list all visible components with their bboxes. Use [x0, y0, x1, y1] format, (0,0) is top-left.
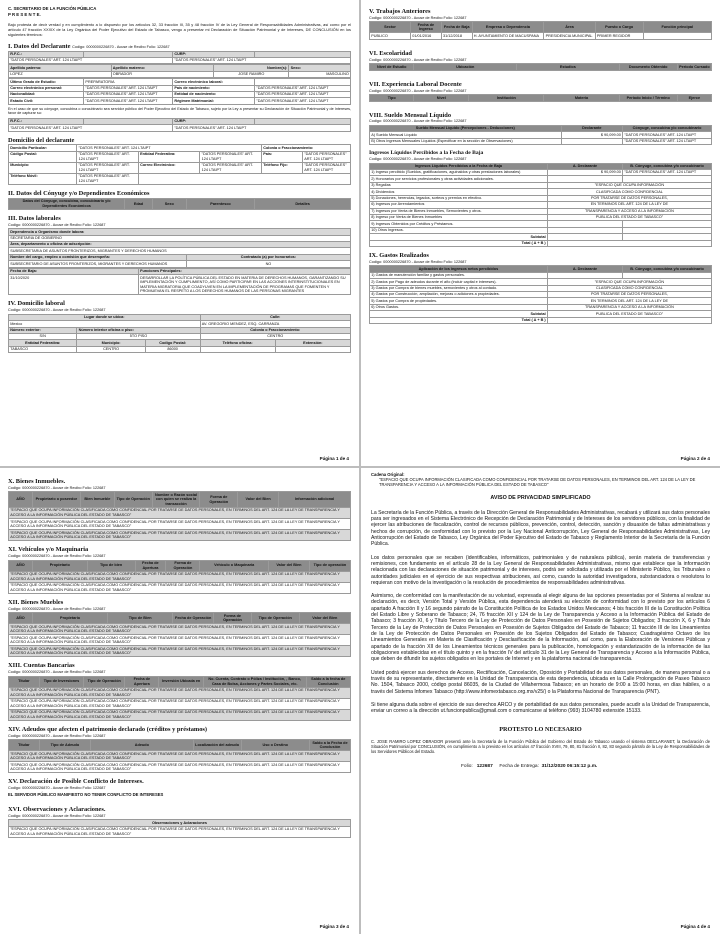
mue-conf-1: "ESPACIO QUE OCUPA INFORMACIÓN CLASIFICADA COMO CONFIDENCIAL POR TRATARSE DE DATOS PERSONALES, EN TERMINOS DEL ART. 124 DE LA LEY DE TRANSPARENCIA Y ACCESO A LA INFORMACIÓN PÚBLICA DEL ESTADO DE TABASCO"	[9, 624, 351, 635]
s3-receipt: Codigo: 0000000226870 - Acuse de Recibo Folio: 122687	[8, 222, 106, 227]
jobs-col-area: Área	[544, 22, 595, 33]
page-number: Página 3 de 4	[319, 924, 349, 930]
sal-row-a: A) Sueldo Mensual Líquido	[370, 132, 562, 138]
section-6-title: VI. Escolaridad	[369, 49, 412, 57]
privacy-paragraph-5: Si tiene alguna duda sobre el ejercicio de sus derechos ARCO y de portabilidad de sus datos personales, puede acudir a la Unidad de Transparencia, enviar un correo a la dirección ut.funcionpublica@gmail.com o comunicarse al teléfono (993) 3104780 extensión 15133.	[371, 701, 710, 715]
spouse-ids-table	[8, 118, 351, 132]
rfc-label: R.F.C.:	[9, 51, 84, 57]
job-sector: PUBLICO	[370, 33, 411, 39]
mue-col-tipo: Tipo de Bien	[108, 613, 173, 624]
estado-civil-label: Estado Civil:	[9, 98, 84, 104]
calle-label: Calle:	[200, 314, 351, 320]
section-3-title: III. Datos laborales	[8, 214, 61, 222]
veh-col-tipo: Tipo de bien	[87, 560, 135, 571]
sexo-label: Sexo:	[289, 65, 351, 71]
inc-row-1-value: $ 90,099.00	[547, 170, 622, 176]
jobs-col-baja: Fecha de Baja	[441, 22, 472, 33]
folio-label: Folio:	[461, 763, 473, 769]
municipio-label: Municipio:	[77, 340, 145, 346]
area-label: Área, departamento u oficina de adscripción:	[9, 242, 351, 248]
income-receipt: Codigo: 0000000226870 - Acuse de Recibo Folio: 122687	[369, 157, 467, 162]
final-statement: C. JOSE RAMIRO LOPEZ OBRADOR presentó ante la Secretaría de la Función Pública del Gobierno del Estado de Tabasco usando el sistema DECLARANET, la Declaración de Situación Patrimonial por CONCLUSIÓN, en cumplimiento a lo previsto en los artículos 47 fracción XVIII, 79, 80, 81 fracción II, 82, 83 segundo párrafo de la Ley de Responsabilidades de los Servidores Públicos del Estado.	[371, 739, 710, 754]
inc-col-concepto: Ingresos Líquidos Percibidos a la Fecha de Baja	[370, 163, 548, 169]
vehicles-table	[8, 560, 351, 594]
inm-col-propietario: Propietario o poseedor	[32, 492, 80, 508]
job-ingreso: 01/01/2016	[411, 33, 442, 39]
cta-col-saldo: Saldo a la fecha de Conclusión	[306, 676, 351, 687]
inc-row-6: 6) Ingresos por Arrendamientos	[370, 202, 548, 208]
dom-correo-value: "DATOS PERSONALES" ART. 124 LTAIPT	[200, 162, 262, 173]
inc-conf-1: "ESPACIO QUE OCUPA INFORMACIÓN	[547, 182, 711, 188]
dom-entidad-value: "DATOS PERSONALES" ART. 124 LTAIPT	[200, 151, 262, 162]
section-12-title: XII. Bienes Muebles	[8, 598, 64, 606]
exp-conf-1: "ESPACIO QUE OCUPA INFORMACIÓN	[547, 279, 711, 285]
dep-col-datos: Datos del Cónyuge, concubina, concubinario y/o Dependientes Económicos	[9, 198, 125, 209]
veh-col-anio: AÑO	[9, 560, 33, 571]
inc-row-2: 2) Honorarios por servicios profesionales y otras actividades adicionales.	[370, 176, 548, 182]
municipio-value: CENTRO	[77, 346, 145, 352]
privacy-title: AVISO DE PRIVACIDAD SIMPLIFICADO	[490, 495, 591, 502]
dom-municipio-label: Municipio:	[9, 162, 77, 173]
edu-col-estudios: Estudios	[517, 64, 620, 70]
doc-col-periodo: Periodo Inicio / Término	[619, 95, 677, 101]
exp-total-label: Total ( A + B )	[370, 317, 548, 323]
section-11-title: XI. Vehículos y/o Maquinaria	[8, 546, 89, 554]
s16-receipt: Codigo: 0000000226870 - Acuse de Recibo Folio: 122687	[8, 813, 106, 818]
dep-col-sexo: Sexo	[152, 198, 186, 209]
functions-table	[8, 268, 351, 296]
jobs-col-funcion: Función principal	[643, 22, 711, 33]
obs-conf: "ESPACIO QUE OCUPA INFORMACIÓN CLASIFICADA COMO CONFIDENCIAL POR TRATARSE DE DATOS PERSONALES, EN TERMINOS DEL ART. 124 DE LA LEY DE TRANSPARENCIA Y ACCESO A LA INFORMACIÓN PÚBLICA DEL ESTADO DE TABASCO"	[9, 826, 351, 837]
sal-row-b-spouse: "DATOS PERSONALES" ART. 124 LTAIPT	[623, 138, 712, 144]
ade-col-uso: Uso o Destino	[241, 740, 309, 751]
regimen-value: "DATOS PERSONALES" ART. 124 LTAIPT	[255, 98, 351, 104]
inc-row-4: 4) Dividendos	[370, 189, 548, 195]
dom-pais-value: "DATOS PERSONALES" ART. 124 LTAIPT	[303, 151, 351, 162]
dom-movil-value: "DATOS PERSONALES" ART. 124 LTAIPT	[77, 173, 139, 184]
page-number: Página 2 de 4	[680, 456, 710, 462]
s11-receipt: Codigo: 0000000226870 - Acuse de Recibo Folio: 122687	[8, 554, 106, 558]
sexo-value: MASCULINO	[289, 71, 351, 77]
area-value: SUBSECRETARIA DE ASUNTOS FRONTERIZOS, MIGRANTES Y DERECHOS HUMANOS	[9, 248, 351, 254]
mue-col-forma: Forma de Operación	[214, 613, 252, 624]
veh-col-propietario: Propietario	[32, 560, 87, 571]
dependencia-value: SECRETARIA DE GOBIERNO	[9, 235, 351, 241]
colonia-value: CENTRO	[200, 334, 351, 340]
exp-subtotal-label: Subtotal	[370, 311, 548, 317]
dep-col-parentesco: Parentesco	[186, 198, 254, 209]
cta-col-operacion: Tipo de Operación	[84, 676, 125, 687]
mue-col-valor: Valor del Bien	[299, 613, 350, 624]
fecha-entrega-value: 31/12/2020 06:15:12 p.m.	[541, 763, 598, 769]
s12-receipt: Codigo: 0000000226870 - Acuse de Recibo Folio: 122687	[8, 606, 106, 611]
grado-value: PREPARATORIA	[84, 79, 173, 85]
section-5-title: V. Trabajos Anteriores	[369, 8, 431, 15]
section-7-title: VII. Experiencia Laboral Docente	[369, 80, 462, 88]
estado-civil-value: "DATOS PERSONALES" ART. 124 LTAIPT	[84, 98, 173, 104]
job-baja: 31/12/2018	[441, 33, 472, 39]
puesto-value: SUBSECRETARIO DE ASUNTOS FRONTERIZOS, MIGRANTES Y DERECHOS HUMANOS	[9, 261, 187, 267]
lugar-value: Mexico	[9, 321, 201, 327]
mue-col-fecha: Fecha de Operación	[173, 613, 214, 624]
num-ext-value: S/N	[9, 334, 77, 340]
exp-row-5: 5) Gastos por Compra de propiedades.	[370, 298, 548, 304]
contratado-value: NO	[186, 261, 350, 267]
sal-row-b: B) Otros ingresos Mensuales Líquidos (Especificar en la sección de Observaciones)	[370, 138, 562, 144]
dom-telefono-value: "DATOS PERSONALES" ART. 124 LTAIPT	[303, 162, 351, 173]
spouse-curp-label: CURP:	[173, 118, 255, 124]
inc-subtotal-label: Subtotal	[370, 234, 548, 240]
job-area: PRESIDENCIA MUNICIPAL	[544, 33, 595, 39]
dep-col-edad: Edad	[125, 198, 152, 209]
nombre-value: JOSE RAMIRO	[214, 71, 289, 77]
fecha-entrega-label: Fecha de Entrega:	[499, 763, 539, 769]
inc-conf-3: POR TRATARSE DE DATOS PERSONALES,	[547, 195, 711, 201]
section-9-title: IX. Gastos Realizados	[369, 251, 429, 259]
dom-colonia-label: Colonia o Fraccionamiento:	[262, 145, 351, 151]
section-15-title: XV. Declaración de Posible Conflicto de Intereses.	[8, 778, 144, 786]
sal-row-a-value: $ 90,099.00	[561, 132, 623, 138]
teaching-table	[369, 94, 712, 101]
job-puesto: PRIMER REGIDOR	[595, 33, 643, 39]
dom-telefono-label: Teléfono Fijo:	[262, 162, 303, 173]
telefono-label: Teléfono oficina:	[200, 340, 275, 346]
domicilio-table	[8, 144, 351, 185]
s15-receipt: Codigo: 0000000226870 - Acuse de Recibo Folio: 122687	[8, 786, 106, 791]
entidad-nac-value: "DATOS PERSONALES" ART. 124 LTAIPT	[255, 92, 351, 98]
jobs-col-empresa: Empresa o Dependencia	[472, 22, 544, 33]
labor-table	[8, 228, 351, 267]
pais-value: "DATOS PERSONALES" ART. 124 LTAIPT	[255, 85, 351, 91]
exp-conf-5: TRANSPARENCIA Y ACCESO A LA INFORMACIÓN	[547, 304, 711, 310]
personal-table	[8, 78, 351, 105]
veh-conf-2: "ESPACIO QUE OCUPA INFORMACIÓN CLASIFICADA COMO CONFIDENCIAL POR TRATARSE DE DATOS PERSONALES, EN TERMINOS DEL ART. 124 DE LA LEY DE TRANSPARENCIA Y ACCESO A LA INFORMACIÓN PÚBLICA DEL ESTADO DE TABASCO"	[9, 582, 351, 593]
paterno-value: LOPEZ	[9, 71, 112, 77]
correo-lab-label: Correo electrónico laboral:	[173, 79, 255, 85]
inc-row-5: 5) Donaciones, herencias, legados, sorteos y premios en efectivo.	[370, 195, 548, 201]
income-title: Ingresos Líquidos Percibidos a la Fecha de Baja	[369, 150, 484, 157]
intro-paragraph: Bajo protesta de decir verdad y en cumplimiento a lo dispuesto por los artículos 32, 33 fracción III, 35 y 48 fracción IV de la Ley General de Responsabilidades Administrativas, así como por el artículo 47 fracción XXXIX de la Ley Orgánica del Poder Ejecutivo del Estado de Tabasco, vengo a presentar mi Declaración de Situación Patrimonial y de Intereses, DE CONCLUSIÓN en los siguientes términos:	[8, 22, 351, 37]
debts-table	[8, 739, 351, 773]
s14-receipt: Codigo: 0000000226870 - Acuse de Recibo Folio: 122687	[8, 733, 106, 738]
dom-particular-label: Domicilio Particular:	[9, 145, 77, 151]
inc-conf-4: EN TERMINOS DEL ART. 124 DE LA LEY DE	[547, 202, 711, 208]
fecha-baja-label: Fecha de Baja:	[9, 268, 139, 274]
veh-col-vehiculo: Vehículo o Maquinaria	[200, 560, 268, 571]
sal-row-a-spouse: "DATOS PERSONALES" ART. 124 LTAIPT	[623, 132, 712, 138]
curp-label: CURP:	[173, 51, 255, 57]
name-table	[8, 64, 351, 78]
protesto-title: PROTESTO LO NECESARIO	[499, 726, 582, 734]
dom-cp-label: Código Postal:	[9, 151, 77, 162]
inm-col-forma: Forma de Operación	[200, 492, 238, 508]
dom-cp-value: "DATOS PERSONALES" ART. 124 LTAIPT	[77, 151, 139, 162]
jobs-col-sector: Sector	[370, 22, 411, 33]
edu-col-documento: Documento Obtenido	[619, 64, 677, 70]
s10-receipt: Codigo: 0000000226870 - Acuse de Recibo Folio: 122687	[8, 485, 106, 490]
inc-row-10: 10) Otros Ingresos.	[370, 227, 548, 233]
inm-col-anio: AÑO	[9, 492, 33, 508]
inm-col-razon: Nombre o Razón social con quien se realiza la transacción	[152, 492, 200, 508]
materno-label: Apellido materno:	[111, 65, 214, 71]
exp-col-declarante: A. Declarante	[547, 266, 622, 272]
cta-conf-1: "ESPACIO QUE OCUPA INFORMACIÓN CLASIFICADA COMO CONFIDENCIAL POR TRATARSE DE DATOS PERSONALES, EN TERMINOS DEL ART. 124 DE LA LEY DE TRANSPARENCIA Y ACCESO A LA INFORMACIÓN PÚBLICA DEL ESTADO DE TABASCO"	[9, 687, 351, 698]
inc-row-9: 9) Ingresos Obtenidos por Créditos y Préstamos.	[370, 221, 548, 227]
veh-col-fecha: Fecha de Apertura	[135, 560, 166, 571]
inc-col-conyuge: B. Cónyuge, concubina y/o concubinario	[623, 163, 712, 169]
section-1-title: I. Datos del Declarante Codigo: 0000000226870 - Acuse de Recibo Folio: 122687	[8, 42, 170, 50]
doc-col-materia: Materia	[544, 95, 619, 101]
correo-per-value: "DATOS PERSONALES" ART. 124 LTAIPT	[84, 85, 173, 91]
inc-total-label: Total ( A + B )	[370, 240, 548, 246]
nacionalidad-label: Nacionalidad:	[9, 92, 84, 98]
inc-row-7: 7) Ingresos por Venta de Bienes Inmuebles, Semovientes y otros.	[370, 208, 548, 214]
presente: P R E S E N T E.	[8, 12, 41, 18]
domicilio-title: Domicilio del declarante	[8, 136, 75, 144]
cta-col-inversion: Tipo de Inversiones	[39, 676, 83, 687]
inm-conf-2: "ESPACIO QUE OCUPA INFORMACIÓN CLASIFICADA COMO CONFIDENCIAL POR TRATARSE DE DATOS PERSONALES, EN TERMINOS DEL ART. 124 DE LA LEY DE TRANSPARENCIA Y ACCESO A LA INFORMACIÓN PÚBLICA DEL ESTADO DE TABASCO"	[9, 519, 351, 530]
cta-conf-3: "ESPACIO QUE OCUPA INFORMACIÓN CLASIFICADA COMO CONFIDENCIAL POR TRATARSE DE DATOS PERSONALES, EN TERMINOS DEL ART. 124 DE LA LEY DE TRANSPARENCIA Y ACCESO A LA INFORMACIÓN PÚBLICA DEL ESTADO DE TABASCO"	[9, 709, 351, 720]
page-3	[0, 468, 359, 934]
edu-col-nivel: Nivel de Estudio	[370, 64, 414, 70]
edu-col-periodo: Periodo Cursado	[679, 64, 710, 69]
nacionalidad-value: "DATOS PERSONALES" ART. 124 LTAIPT	[84, 92, 173, 98]
salary-table	[369, 125, 712, 145]
curp-value: "DATOS PERSONALES" ART. 124 LTAIPT	[173, 57, 351, 63]
table-row	[370, 33, 712, 39]
cadena-label: Cadena Original:	[371, 472, 405, 477]
paterno-label: Apellido paterno:	[9, 65, 112, 71]
veh-col-valor: Valor del Bien	[268, 560, 309, 571]
correo-per-label: Correo electrónico personal:	[9, 85, 84, 91]
inm-col-bien: Bien Inmueble	[80, 492, 114, 508]
cta-col-fecha: Fecha de Apertura	[125, 676, 159, 687]
nombres-label: Nombre(s):	[214, 65, 289, 71]
colonia-label: Colonia o Fraccionamiento:	[200, 327, 351, 333]
entidad-label: Entidad Federativa:	[9, 340, 77, 346]
doc-col-institucion: Institución	[469, 95, 544, 101]
exp-conf-3: POR TRATARSE DE DATOS PERSONALES,	[547, 292, 711, 298]
declarant-table	[8, 51, 351, 65]
dependents-table	[8, 198, 351, 210]
s7-receipt: Codigo: 0000000226870 - Acuse de Recibo Folio: 122687	[369, 88, 467, 93]
inm-conf-1: "ESPACIO QUE OCUPA INFORMACIÓN CLASIFICADA COMO CONFIDENCIAL POR TRATARSE DE DATOS PERSONALES, EN TERMINOS DEL ART. 124 DE LA LEY DE TRANSPARENCIA Y ACCESO A LA INFORMACIÓN PÚBLICA DEL ESTADO DE TABASCO"	[9, 508, 351, 519]
calle-value: AV. GREGORIO MENDEZ, ESQ. CARRANZA	[200, 321, 351, 327]
section-10-title: X. Bienes Inmuebles.	[8, 478, 66, 485]
privacy-paragraph-1: La Secretaría de la Función Pública, a través de la Dirección General de Responsabilidades Administrativas, recabará y utilizará sus datos personales para ser ingresados en el Sistema Electrónico de Recepción de Declaración Patrimonial y de Intereses de los servidores públicos, con la finalidad de ejercer las atribuciones de fiscalización, control de recursos públicos, prevención, control, detección, sanción y disuasión de faltas administrativas y hechos de corrupción, de conformidad con lo previsto por la Ley Nacional Anticorrupción, Ley General de Responsabilidades Administrativas, Ley Anticorrupción del Estado de Tabasco, Ley Orgánica del Poder Ejecutivo del Estado de Tabasco y Reglamento Interior de la Secretaría de la Función Pública.	[371, 509, 710, 548]
fecha-baja-value: 31/10/2020	[9, 275, 139, 295]
cp-label: Codigo Postal:	[145, 340, 200, 346]
obs-col: Observaciones y Aclaraciones	[9, 820, 351, 826]
funciones-value: DESARROLLAR LA POLÍTICA PÚBLICA DEL ESTADO EN MATERIA DE DERECHOS HUMANOS, GARANTIZANDO SU IMPLEMENTACIÓN Y CUMPLIMIENTO, ASÍ COMO PARTICIPAR EN LAS ACCIONES INTERINSTITUCIONALES EN MATERIA MIGRATORIA QUE COADYUVEN EN LA IMPLEMENTACIÓN DE PROGRAMAS QUE FOMENTEN Y PROMUEVAN EL RESPETO A LOS DERECHOS HUMANOS DE LAS PERSONAS MIGRANTES	[138, 275, 350, 295]
privacy-paragraph-2: Los datos personales que se recaben (identificables, informáticos, patrimoniales y de naturaleza pública), serán materia de transferencias y remisiones, con fundamento en el artículo 28 de la Ley General de Responsabilidades Administrativas, mismo que establece que la información relacionada con las declaraciones de situación patrimonial y de intereses, podrá ser solicitada y utilizada por el Ministerio Público, los Tribunales o autoridades judiciales en el ejercicio de sus respectivas atribuciones, así como, cuando la autoridad investigadora, substanciadora o resolutora lo requieran con motivo de la investigación o la resolución de procedimientos de responsabilidades administrativas.	[371, 554, 710, 586]
ade-conf-2: "ESPACIO QUE OCUPA INFORMACIÓN CLASIFICADA COMO CONFIDENCIAL POR TRATARSE DE DATOS PERSONALES, EN TERMINOS DEL ART. 124 DE LA LEY DE TRANSPARENCIA Y ACCESO A LA INFORMACIÓN PÚBLICA DEL ESTADO DE TABASCO"	[9, 762, 351, 773]
cta-col-ubicacion: Inversión Ubicada en	[159, 676, 203, 687]
ade-col-tipo: Tipo de Adeudo	[39, 740, 90, 751]
exp-col-concepto: Aplicación de los ingresos netos percibidos	[370, 266, 548, 272]
dom-correo-label: Correo Electrónico:	[138, 162, 200, 173]
inc-conf-5: TRANSPARENCIA Y ACCESO A LA INFORMACIÓN	[547, 208, 711, 214]
dom-municipio-value: "DATOS PERSONALES" ART. 124 LTAIPT	[77, 162, 139, 173]
sal-col-concepto: Sueldo Mensual Líquido (Percepciones - Deducciones)	[370, 126, 562, 132]
exp-row-1: 1) Gastos de manutención familiar y gastos personales.	[370, 272, 548, 278]
cadena-value: "ESPACIO QUE OCUPA INFORMACIÓN CLASIFICADA COMO CONFIDENCIAL POR TRATARSE DE DATOS PERSONALES, EN TERMINOS DEL ART. 124 DE LA LEY DE TRANSPARENCIA Y ACCESO A LA INFORMACIÓN PÚBLICA DEL ESTADO DE TABASCO"	[379, 477, 696, 488]
exp-row-2: 2) Gastos por Pago de adeudos durante el año (incluir capital e intereses).	[370, 279, 548, 285]
spouse-rfc-value: "DATOS PERSONALES" ART. 124 LTAIPT	[9, 125, 173, 131]
inm-col-tipo-op: Tipo de Operación	[115, 492, 153, 508]
edu-col-ubicacion: Ubicación	[414, 64, 517, 70]
inm-col-valor: Valor del Bien	[238, 492, 279, 508]
num-int-label: Número interior oficina o piso:	[77, 327, 200, 333]
s13-receipt: Codigo: 0000000226870 - Acuse de Recibo Folio: 122687	[8, 670, 106, 675]
page-number: Página 4 de 4	[680, 924, 710, 930]
cta-conf-2: "ESPACIO QUE OCUPA INFORMACIÓN CLASIFICADA COMO CONFIDENCIAL POR TRATARSE DE DATOS PERSONALES, EN TERMINOS DEL ART. 124 DE LA LEY DE TRANSPARENCIA Y ACCESO A LA INFORMACIÓN PÚBLICA DEL ESTADO DE TABASCO"	[9, 698, 351, 709]
veh-col-operacion: Tipo de operación	[309, 560, 350, 571]
ade-col-localizacion: Localización del adeudo	[193, 740, 241, 751]
num-ext-label: Número exterior:	[9, 327, 77, 333]
previous-jobs-table	[369, 21, 712, 39]
inm-conf-3: "ESPACIO QUE OCUPA INFORMACIÓN CLASIFICADA COMO CONFIDENCIAL POR TRATARSE DE DATOS PERSONALES, EN TERMINOS DEL ART. 124 DE LA LEY DE TRANSPARENCIA Y ACCESO A LA INFORMACIÓN PÚBLICA DEL ESTADO DE TABASCO"	[9, 530, 351, 541]
cp-value: 86000	[145, 346, 200, 352]
s9-receipt: Codigo: 0000000226870 - Acuse de Recibo Folio: 122687	[369, 259, 467, 264]
s4-receipt: Codigo: 0000000226870 - Acuse de Recibo Folio: 122687	[8, 308, 106, 313]
section-2-title: II. Datos del Cónyuge y/o Dependientes Económicos	[8, 189, 150, 197]
spouse-note: En el caso de que su cónyuge, concubina o concubinario sea servidor público del Poder Ejecutivo del Estado de Tabasco, sujeto por la Ley a presentar su Declaración de Situación Patrimonial y de Intereses, favor de capturar su:	[8, 106, 351, 116]
entidad-value: TABASCO	[9, 346, 77, 352]
entidad-nac-label: Entidad de nacimiento:	[173, 92, 255, 98]
veh-col-forma: Forma de Operación	[166, 560, 200, 571]
dependencia-label: Dependencia u Organismo donde labora:	[9, 229, 351, 235]
exp-col-conyuge: B. Cónyuge, concubina y/o concubinario	[623, 266, 712, 272]
jobs-col-puesto: Puesto o Cargo	[595, 22, 643, 33]
lugar-label: Lugar donde se ubica:	[9, 314, 201, 320]
ade-col-adeudo: Adeudo	[91, 740, 194, 751]
job-empresa: H. AYUNTAMIENTO DE MACUSPANA	[472, 33, 544, 39]
puesto-label: Nombre del cargo, empleo o comisión que desempeña:	[9, 254, 187, 260]
section-13-title: XIII. Cuentas Bancarias	[8, 662, 75, 670]
observations-table	[8, 819, 351, 837]
exp-conf-6: PUBLICA DEL ESTADO DE TABASCO"	[547, 311, 711, 317]
exp-row-3: 3) Gastos por Compra de bienes muebles, semovientes y otros al contado.	[370, 285, 548, 291]
inc-row-8: 8) Ingreso por Venta de Bienes Inmuebles	[370, 214, 548, 220]
cta-col-titular: Titular	[9, 676, 40, 687]
privacy-paragraph-4: Usted podrá ejercer sus derechos de Acceso, Rectificación, Cancelación, Oposición y Portabilidad de sus datos personales, de manera personal o a través de su representante, directamente en la Unidad de Transparencia de esta dependencia, ubicada en la Calle Prolongación de Paseo Tabasco No. 1504, Tabasco 2000, código postal 86035, de la Ciudad de Villahermosa Tabasco; en un horario de 9:00 a 15:00 horas, en días hábiles, o a través del Sistema Infomex Tabasco (http://www.infomextabasco.org.mx/v25/) o la Plataforma Nacional de Transparencia (PNT).	[371, 669, 710, 695]
job-funcion	[643, 33, 711, 39]
doc-col-tipo: Tipo	[370, 95, 414, 101]
ade-col-titular: Titular	[9, 740, 40, 751]
conflict-statement: EL SERVIDOR PÚBLICO MANIFIESTO NO TENER CONFLICTO DE INTERESES	[8, 791, 164, 797]
inm-col-info: Información adicional	[279, 492, 351, 508]
inc-row-1-spouse: "DATOS PERSONALES" ART. 124 LTAIPT	[623, 170, 712, 176]
grado-label: Último Grado de Estudio:	[9, 79, 84, 85]
sal-col-conyuge: Cónyuge, concubina y/o concubinario	[623, 126, 712, 132]
furniture-table	[8, 612, 351, 657]
mue-conf-3: "ESPACIO QUE OCUPA INFORMACIÓN CLASIFICADA COMO CONFIDENCIAL POR TRATARSE DE DATOS PERSONALES, EN TERMINOS DEL ART. 124 DE LA LEY DE TRANSPARENCIA Y ACCESO A LA INFORMACIÓN PÚBLICA DEL ESTADO DE TABASCO"	[9, 646, 351, 657]
real-estate-table	[8, 491, 351, 541]
inc-col-declarante: A. Declarante	[547, 163, 622, 169]
mue-col-operacion: Tipo de Operación	[251, 613, 299, 624]
exp-row-6: 6) Otros Gastos.	[370, 304, 548, 310]
doc-col-ejerce: Ejerce	[677, 95, 711, 101]
dom-entidad-label: Entidad Federativa:	[138, 151, 200, 162]
exp-conf-2: CLASIFICADA COMO CONFIDENCIAL	[547, 285, 711, 291]
spouse-rfc-label: R.F.C.:	[9, 118, 84, 124]
materno-value: OBRADOR	[111, 71, 214, 77]
sal-col-declarante: Declarante	[561, 126, 623, 132]
num-int-value: 5TO PISO	[77, 334, 200, 340]
mue-col-anio: AÑO	[9, 613, 33, 624]
dep-col-detalles: Detalles	[255, 198, 351, 209]
dom-pais-label: País:	[262, 151, 303, 162]
section-14-title: XIV. Adeudos que afecten el patrimonio declarado (créditos y préstamos)	[8, 725, 208, 733]
work-address-table	[8, 314, 351, 353]
income-table	[369, 163, 712, 247]
exp-row-4: 4) Gastos por Construcción, ampliación, mejoras o adiciones a propiedades.	[370, 292, 548, 298]
regimen-label: Régimen Matrimonial:	[173, 98, 255, 104]
privacy-paragraph-3: Asimismo, de conformidad con la manifestación de su voluntad, expresada al elegir alguna de las opciones presentadas por el Sistema al realizar su declaración, es decir, Versión Total y Versión Pública, esta dependencia atenderá su elección de conformidad con lo previsto por los artículos 6 apartado A fracción II y 16 segundo párrafo de la Constitución Política de los Estados Unidos Mexicanos; 4 bis fracción III de la Constitución Política del Estado Libre y Soberano de Tabasco; 24, 76 fracción XII y 124 de la Ley de Transparencia y Acceso a la Información Pública del Estado de Tabasco; 3 fracción XI, 6 y Título Tercero de la Ley de Protección de Datos Personales en Posesión de Sujetos Obligados; 3 fracción X, 6 y Título Tercero de la Ley de Protección de Datos Personales en Posesión de Sujetos Obligados del Estado de Tabasco; 11 fracción III de los Lineamientos de la Ley de Protección de Datos Personales en Posesión de los Sujetos Obligados del Estado de Tabasco; Cuadragésimo Octavo de los Lineamientos Generales en Materia de Clasificación y Desclasificación de la Información, así como, para la Elaboración de Versiones Públicas y apartado de la fracción XII de los Lineamientos técnicos generales para la publicación, homologación y estandarización de la información de las obligaciones establecidas en el título quinto y en la fracción IV del artículo 31 de la Ley General de Transparencia y Acceso a la Información Pública, que deben de difundir los sujetos obligados en los portales de Internet y en la plataforma nacional de transparencia.	[371, 593, 710, 663]
cta-col-cuenta: No. Cuenta, Contrato o Póliza / Institución, , Banco, Casa de Bolsa, Acciones y Partes Sociales, etc.	[203, 676, 306, 687]
page-number: Página 1 de 4	[319, 456, 349, 462]
veh-conf-1: "ESPACIO QUE OCUPA INFORMACIÓN CLASIFICADA COMO CONFIDENCIAL POR TRATARSE DE DATOS PERSONALES, EN TERMINOS DEL ART. 124 DE LA LEY DE TRANSPARENCIA Y ACCESO A LA INFORMACIÓN PÚBLICA DEL ESTADO DE TABASCO"	[9, 571, 351, 582]
contratado-label: Contratado (a) por honorarios:	[186, 254, 350, 260]
pais-label: País de nacimiento:	[173, 85, 255, 91]
page-2	[361, 0, 720, 466]
rfc-value: "DATOS PERSONALES" ART. 124 LTAIPT	[9, 57, 173, 63]
expenses-table	[369, 265, 712, 324]
folio-value: 122687	[476, 763, 493, 769]
jobs-col-ingreso: Fecha de Ingreso	[411, 22, 442, 33]
dom-movil-label: Teléfono Móvil:	[9, 173, 77, 184]
funciones-label: Funciones Principales:	[138, 268, 350, 274]
s8-receipt: Codigo: 0000000226870 - Acuse de Recibo Folio: 122687	[369, 119, 467, 124]
dom-particular-value: "DATOS PERSONALES" ART. 124 LTAIPT	[77, 145, 262, 151]
exp-conf-4: EN TERMINOS DEL ART. 124 DE LA LEY DE	[547, 298, 711, 304]
inc-row-3: 3) Regalías	[370, 182, 548, 188]
section-16-title: XVI. Observaciones y Aclaraciones.	[8, 805, 106, 813]
doc-col-nivel: Nivel	[414, 95, 469, 101]
section-4-title: IV. Domicilio laboral	[8, 300, 65, 308]
inc-conf-6: PUBLICA DEL ESTADO DE TABASCO"	[547, 214, 711, 220]
spouse-curp-value: "DATOS PERSONALES" ART. 124 LTAIPT	[173, 125, 351, 131]
ade-col-saldo: Saldo a la Fecha de Conclusión	[309, 740, 350, 751]
ade-conf-1: "ESPACIO QUE OCUPA INFORMACIÓN CLASIFICADA COMO CONFIDENCIAL POR TRATARSE DE DATOS PERSONALES, EN TERMINOS DEL ART. 124 DE LA LEY DE TRANSPARENCIA Y ACCESO A LA INFORMACIÓN PÚBLICA DEL ESTADO DE TABASCO"	[9, 751, 351, 762]
page-1	[0, 0, 359, 466]
recipient-title: C. SECRETARIO DE LA FUNCIÓN PÚBLICA	[8, 6, 97, 11]
inc-conf-2: CLASIFICADA COMO CONFIDENCIAL	[547, 189, 711, 195]
mue-conf-2: "ESPACIO QUE OCUPA INFORMACIÓN CLASIFICADA COMO CONFIDENCIAL POR TRATARSE DE DATOS PERSONALES, EN TERMINOS DEL ART. 124 DE LA LEY DE TRANSPARENCIA Y ACCESO A LA INFORMACIÓN PÚBLICA DEL ESTADO DE TABASCO"	[9, 635, 351, 646]
extension-label: Extensión:	[275, 340, 350, 346]
section-8-title: VIII. Sueldo Mensual Líquido	[369, 111, 452, 119]
s6-receipt: Codigo: 0000000226870 - Acuse de Recibo Folio: 122687	[369, 57, 467, 62]
page-4	[361, 468, 720, 934]
s5-receipt: Codigo: 0000000226870 - Acuse de Recibo Folio: 122687	[369, 15, 467, 20]
mue-col-propietario: Propietario	[32, 613, 107, 624]
bank-accounts-table	[8, 676, 351, 721]
folio-line	[461, 764, 710, 770]
inc-row-1: 1) Ingreso percibido (Sueldos, gratificaciones, aguinaldos y otras prestaciones laborales)	[370, 170, 548, 176]
education-table	[369, 63, 712, 70]
